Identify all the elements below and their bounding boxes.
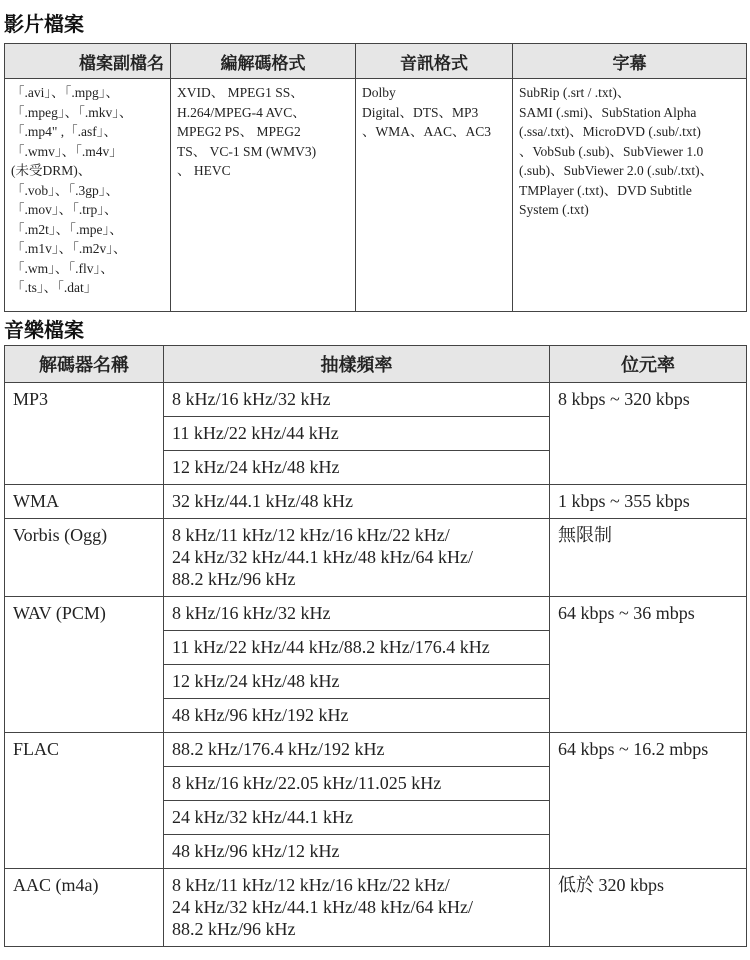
music-formats-table [4, 345, 747, 947]
table-row [5, 383, 747, 417]
header-codec: 編解碼格式 [171, 44, 356, 79]
table-row [5, 869, 747, 947]
header-extension: 檔案副檔名 [5, 44, 171, 79]
bitrate-cell: 無限制 [550, 519, 747, 597]
header-bitrate: 位元率 [550, 346, 747, 383]
codec-cell: WAV (PCM) [5, 597, 164, 733]
table-row [5, 519, 747, 597]
bitrate-cell: 64 kbps ~ 16.2 mbps [550, 733, 747, 869]
codec-cell: MP3 [5, 383, 164, 485]
codec-cell: Vorbis (Ogg) [5, 519, 164, 597]
bitrate-cell: 64 kbps ~ 36 mbps [550, 597, 747, 733]
header-sample-rate: 抽樣頻率 [164, 346, 550, 383]
codec-cell: AAC (m4a) [5, 869, 164, 947]
table-header-row [5, 44, 747, 79]
sample-rate-cell: 48 kHz/96 kHz/12 kHz [164, 835, 550, 869]
sample-rate-cell: 8 kHz/16 kHz/32 kHz [164, 597, 550, 631]
header-decoder: 解碼器名稱 [5, 346, 164, 383]
extensions-cell: 「.avi」、「.mpg」、 「.mpeg」、「.mkv」、 「.mp4" ,「.asf」、 「.wmv」、「.m4v」 (未受DRM)、 「.vob」、「.3gp」、 「.mov」、「.trp」、 「.m2t」、「.mpe」、 「.m1v」、「.m2v」、 「.wm」、「.flv」、 「.ts」、「.dat」 [5, 79, 171, 312]
sample-rate-cell: 11 kHz/22 kHz/44 kHz [164, 417, 550, 451]
bitrate-cell: 8 kbps ~ 320 kbps [550, 383, 747, 485]
codec-cell: FLAC [5, 733, 164, 869]
subtitles-cell: SubRip (.srt / .txt)、 SAMI (.smi)、SubStation Alpha (.ssa/.txt)、MicroDVD (.sub/.txt) 、VobSub (.sub)、SubViewer 1.0 (.sub)、SubViewer 2.0 (.sub/.txt)、 TMPlayer (.txt)、DVD Subtitle System (.txt) [513, 79, 747, 312]
sample-rate-cell: 32 kHz/44.1 kHz/48 kHz [164, 485, 550, 519]
video-formats-table [4, 43, 747, 312]
sample-rate-cell: 8 kHz/11 kHz/12 kHz/16 kHz/22 kHz/ 24 kHz/32 kHz/44.1 kHz/48 kHz/64 kHz/ 88.2 kHz/96 kHz [164, 519, 550, 597]
audio-formats-cell: Dolby Digital、DTS、MP3 、WMA、AAC、AC3 [356, 79, 513, 312]
sample-rate-cell: 48 kHz/96 kHz/192 kHz [164, 699, 550, 733]
sample-rate-cell: 8 kHz/16 kHz/32 kHz [164, 383, 550, 417]
header-subtitle: 字幕 [513, 44, 747, 79]
bitrate-cell: 1 kbps ~ 355 kbps [550, 485, 747, 519]
sample-rate-cell: 8 kHz/16 kHz/22.05 kHz/11.025 kHz [164, 767, 550, 801]
sample-rate-cell: 12 kHz/24 kHz/48 kHz [164, 451, 550, 485]
video-files-heading: 影片檔案 [4, 12, 84, 36]
bitrate-cell: 低於 320 kbps [550, 869, 747, 947]
sample-rate-cell: 12 kHz/24 kHz/48 kHz [164, 665, 550, 699]
codecs-cell: XVID、 MPEG1 SS、 H.264/MPEG-4 AVC、 MPEG2 PS、 MPEG2 TS、 VC-1 SM (WMV3) 、 HEVC [171, 79, 356, 312]
codec-cell: WMA [5, 485, 164, 519]
header-audio: 音訊格式 [356, 44, 513, 79]
table-header-row [5, 346, 747, 383]
table-row [5, 485, 747, 519]
sample-rate-cell: 11 kHz/22 kHz/44 kHz/88.2 kHz/176.4 kHz [164, 631, 550, 665]
table-row [5, 733, 747, 767]
music-files-heading: 音樂檔案 [4, 318, 84, 342]
table-row [5, 597, 747, 631]
sample-rate-cell: 8 kHz/11 kHz/12 kHz/16 kHz/22 kHz/ 24 kHz/32 kHz/44.1 kHz/48 kHz/64 kHz/ 88.2 kHz/96 kHz [164, 869, 550, 947]
sample-rate-cell: 24 kHz/32 kHz/44.1 kHz [164, 801, 550, 835]
sample-rate-cell: 88.2 kHz/176.4 kHz/192 kHz [164, 733, 550, 767]
table-row [5, 79, 747, 312]
